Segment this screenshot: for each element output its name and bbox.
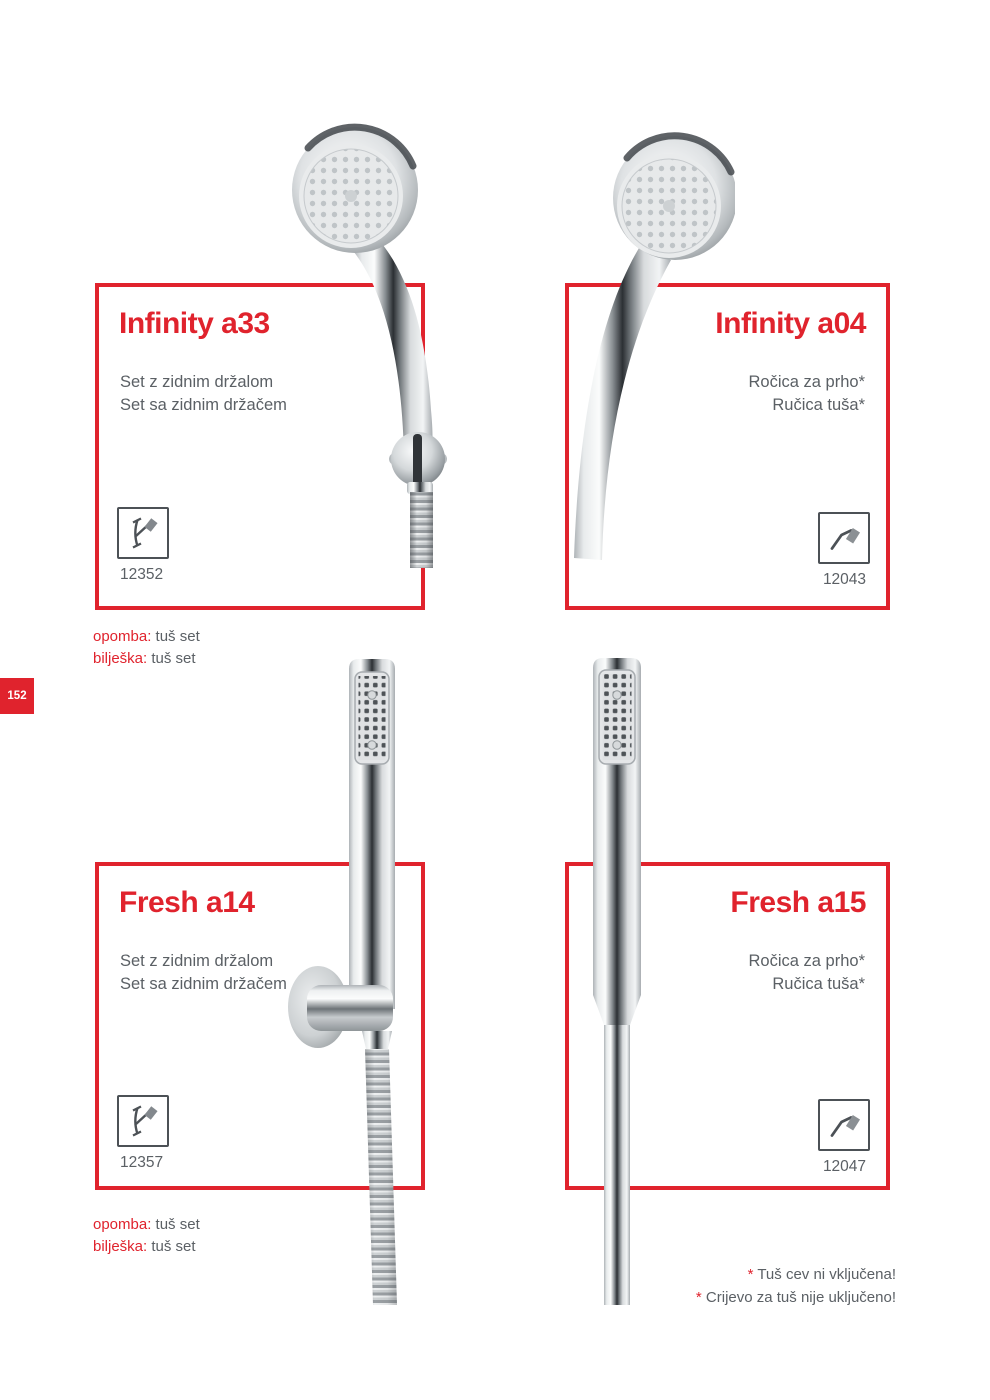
note-value: tuš set [151,1237,196,1255]
handshower-icon [827,521,861,555]
handshower-with-wall-bar-icon [126,1104,160,1138]
pictogram-box [117,1095,169,1147]
product-code: 12043 [822,571,867,588]
pictogram-box [117,507,169,559]
product-pictogram-group [818,512,874,589]
note-label: bilješka: [93,649,148,667]
footnote-text: Crijevo za tuš nije uključeno! [705,1288,896,1306]
product-description [120,371,287,417]
product-description-line: Set sa zidnim držačem [120,396,287,414]
product-description-line: Ročica za prho* [748,373,865,391]
product-card-infinity-a04 [565,283,890,610]
product-title: Fresh a14 [119,886,255,919]
product-description [749,950,865,996]
product-title: Fresh a15 [730,886,866,919]
product-description-line: Ročica za prho* [748,952,865,970]
product-card-infinity-a33 [95,283,425,610]
product-code: 12047 [822,1158,867,1175]
note-label: bilješka: [93,1237,148,1255]
product-description [749,371,865,417]
product-card-fresh-a14 [95,862,425,1190]
handshower-with-wall-bar-icon [126,516,160,550]
product-pictogram-group [117,1095,173,1172]
handshower-icon [827,1108,861,1142]
product-title: Infinity a04 [715,307,866,340]
note-line [93,626,200,648]
product-description-line: Ručica tuša* [772,975,865,993]
product-pictogram-group [818,1099,874,1176]
page-footnotes [696,1264,896,1309]
pictogram-box [818,1099,870,1151]
footnote-line [696,1287,896,1310]
product-description-line: Set z zidnim držalom [120,952,274,970]
page-number-tab [0,678,34,714]
footnote-marker: * [747,1266,754,1283]
product-description-line: Ručica tuša* [772,396,865,414]
product-code: 12357 [120,1154,164,1171]
product-notes [93,1214,200,1257]
page-number: 152 [7,690,27,702]
footnote-line [696,1264,896,1287]
note-value: tuš set [151,649,196,667]
product-description-line: Set sa zidnim držačem [120,975,287,993]
product-notes [93,626,200,669]
note-label: opomba: [93,628,152,645]
note-line [93,648,200,670]
footnote-text: Tuš cev ni vključena! [757,1266,896,1283]
note-value: tuš set [155,1216,200,1233]
note-line [93,1214,200,1236]
pictogram-box [818,512,870,564]
note-value: tuš set [155,628,200,645]
product-description-line: Set z zidnim držalom [120,373,274,391]
note-label: opomba: [93,1216,152,1233]
product-code: 12352 [120,566,164,583]
product-card-fresh-a15 [565,862,890,1190]
note-line [93,1236,200,1258]
product-description [120,950,287,996]
product-title: Infinity a33 [119,307,270,340]
footnote-marker: * [695,1288,702,1306]
product-pictogram-group [117,507,173,584]
